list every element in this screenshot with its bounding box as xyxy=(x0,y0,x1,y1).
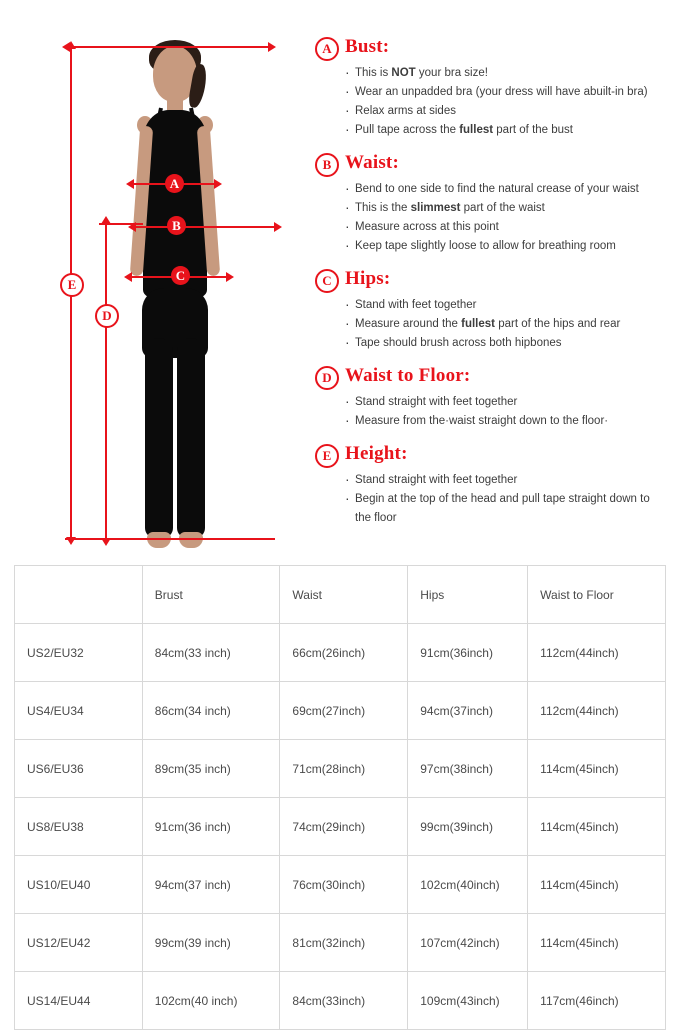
section-title-height: Height: xyxy=(345,443,408,464)
instruction-section-waist-to-floor xyxy=(315,365,665,431)
waist-to-floor-arrow-d xyxy=(105,223,107,539)
table-row xyxy=(15,740,666,798)
table-cell-waist: 81cm(32inch) xyxy=(280,914,408,972)
instruction-section-height xyxy=(315,443,665,528)
table-header-cell: Hips xyxy=(408,566,528,624)
instruction-item: · Wear an unpadded bra (your dress will have abuilt-in bra) xyxy=(345,83,665,102)
badge-a: A xyxy=(165,174,184,193)
table-row xyxy=(15,624,666,682)
table-cell-waist: 84cm(33inch) xyxy=(280,972,408,1030)
table-cell-hips: 94cm(37inch) xyxy=(408,682,528,740)
table-cell-bust: 84cm(33 inch) xyxy=(142,624,280,682)
table-cell-bust: 99cm(39 inch) xyxy=(142,914,280,972)
instruction-section-waist xyxy=(315,152,665,256)
table-cell-waist: 71cm(28inch) xyxy=(280,740,408,798)
table-cell-waist-to-floor: 114cm(45inch) xyxy=(528,798,666,856)
foot-left xyxy=(147,532,171,548)
instruction-item: · Bend to one side to find the natural crease of your waist xyxy=(345,180,665,199)
table-cell-size: US12/EU42 xyxy=(15,914,143,972)
table-cell-hips: 107cm(42inch) xyxy=(408,914,528,972)
table-header-cell: Waist xyxy=(280,566,408,624)
badge-c: C xyxy=(171,266,190,285)
table-cell-hips: 109cm(43inch) xyxy=(408,972,528,1030)
table-cell-bust: 91cm(36 inch) xyxy=(142,798,280,856)
table-cell-hips: 91cm(36inch) xyxy=(408,624,528,682)
size-chart-table xyxy=(14,565,666,1030)
table-cell-waist-to-floor: 114cm(45inch) xyxy=(528,914,666,972)
top-reference-arrow xyxy=(69,46,269,48)
foot-right xyxy=(179,532,203,548)
instruction-section-bust xyxy=(315,36,665,140)
table-cell-waist-to-floor: 112cm(44inch) xyxy=(528,682,666,740)
badge-e: E xyxy=(60,273,84,297)
table-cell-waist-to-floor: 114cm(45inch) xyxy=(528,740,666,798)
instruction-item: · Relax arms at sides xyxy=(345,102,665,121)
table-row xyxy=(15,972,666,1030)
instructions-list xyxy=(315,36,665,540)
table-cell-hips: 102cm(40inch) xyxy=(408,856,528,914)
waist-tick xyxy=(99,223,143,225)
section-badge-b: B xyxy=(315,153,339,177)
table-cell-waist-to-floor: 114cm(45inch) xyxy=(528,856,666,914)
table-cell-size: US8/EU38 xyxy=(15,798,143,856)
table-cell-bust: 86cm(34 inch) xyxy=(142,682,280,740)
badge-b: B xyxy=(167,216,186,235)
mannequin-body xyxy=(115,38,235,558)
badge-d: D xyxy=(95,304,119,328)
instruction-item: · Stand straight with feet together xyxy=(345,393,665,412)
table-header-cell: Brust xyxy=(142,566,280,624)
table-cell-size: US14/EU44 xyxy=(15,972,143,1030)
instruction-item: · This is NOT your bra size! xyxy=(345,64,665,83)
instruction-item: · Pull tape across the fullest part of the bust xyxy=(345,121,665,140)
instruction-item: · Measure across at this point xyxy=(345,218,665,237)
table-cell-hips: 97cm(38inch) xyxy=(408,740,528,798)
floor-line xyxy=(65,538,275,540)
table-cell-waist: 66cm(26inch) xyxy=(280,624,408,682)
instruction-item: · Stand straight with feet together xyxy=(345,471,665,490)
table-cell-size: US6/EU36 xyxy=(15,740,143,798)
section-title-waist-to-floor: Waist to Floor: xyxy=(345,365,471,386)
table-cell-size: US10/EU40 xyxy=(15,856,143,914)
section-badge-d: D xyxy=(315,366,339,390)
section-badge-e: E xyxy=(315,444,339,468)
instruction-item: · Keep tape slightly loose to allow for breathing room xyxy=(345,237,665,256)
leg-right xyxy=(177,338,205,538)
table-header-cell: Waist to Floor xyxy=(528,566,666,624)
table-row xyxy=(15,914,666,972)
table-cell-waist: 76cm(30inch) xyxy=(280,856,408,914)
table-cell-waist: 69cm(27inch) xyxy=(280,682,408,740)
table-row xyxy=(15,798,666,856)
table-header-row xyxy=(15,566,666,624)
instruction-section-hips xyxy=(315,268,665,353)
section-title-hips: Hips: xyxy=(345,268,391,289)
table-cell-waist-to-floor: 117cm(46inch) xyxy=(528,972,666,1030)
instruction-item: · Measure from the·waist straight down to the floor· xyxy=(345,412,665,431)
table-cell-bust: 94cm(37 inch) xyxy=(142,856,280,914)
table-cell-waist-to-floor: 112cm(44inch) xyxy=(528,624,666,682)
mannequin-figure xyxy=(55,28,295,548)
section-title-waist: Waist: xyxy=(345,152,399,173)
table-row xyxy=(15,682,666,740)
table-cell-size: US4/EU34 xyxy=(15,682,143,740)
waist-arrow-b xyxy=(135,226,275,228)
table-cell-waist: 74cm(29inch) xyxy=(280,798,408,856)
table-cell-hips: 99cm(39inch) xyxy=(408,798,528,856)
instruction-item: · Tape should brush across both hipbones xyxy=(345,334,665,353)
section-badge-a: A xyxy=(315,37,339,61)
table-cell-bust: 102cm(40 inch) xyxy=(142,972,280,1030)
section-title-bust: Bust: xyxy=(345,36,390,57)
instruction-item: · Begin at the top of the head and pull tape straight down to the floor xyxy=(345,490,665,528)
table-cell-bust: 89cm(35 inch) xyxy=(142,740,280,798)
table-cell-size: US2/EU32 xyxy=(15,624,143,682)
table-row xyxy=(15,856,666,914)
instruction-item: · Stand with feet together xyxy=(345,296,665,315)
leg-left xyxy=(145,338,173,538)
instruction-item: · This is the slimmest part of the waist xyxy=(345,199,665,218)
table-header-cell xyxy=(15,566,143,624)
instruction-item: · Measure around the fullest part of the hips and rear xyxy=(345,315,665,334)
section-badge-c: C xyxy=(315,269,339,293)
